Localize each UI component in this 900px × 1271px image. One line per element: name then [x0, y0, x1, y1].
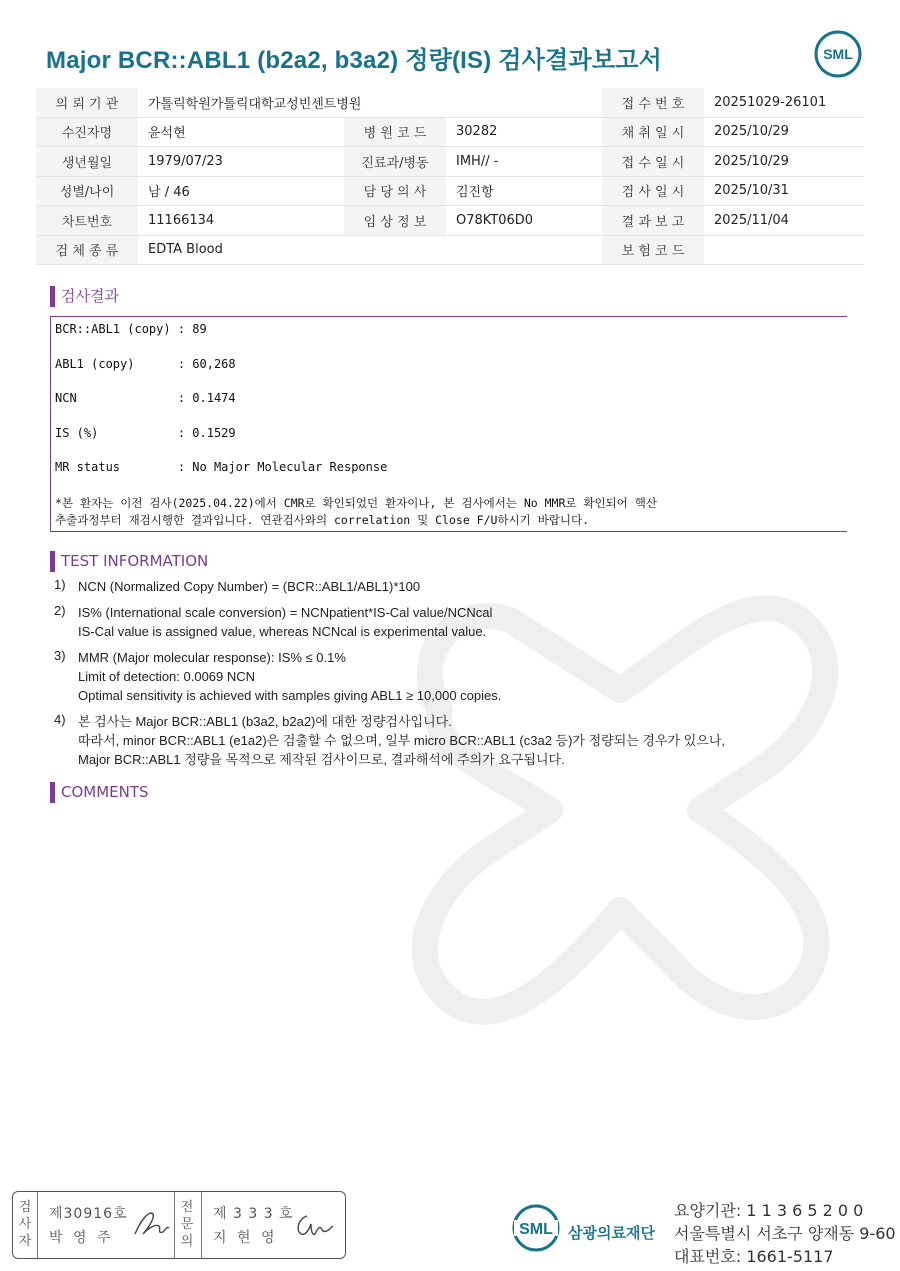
info-label: 담 당 의 사 [344, 176, 446, 206]
result-line: ABL1 (copy) : 60,268 [55, 357, 236, 371]
info-row [36, 147, 864, 177]
test-info-heading: TEST INFORMATION [50, 551, 208, 572]
specialist-license-no: 제 3 3 3 호 [213, 1206, 294, 1222]
item-number: 3) [54, 648, 66, 663]
result-line: NCN : 0.1474 [55, 391, 236, 405]
org-code: 요양기관: 1 1 3 6 5 2 0 0 [674, 1201, 864, 1220]
footer-logo-text: SML [519, 1221, 553, 1238]
info-label: 성별/나이 [36, 176, 138, 206]
specialist-name: 지 현 영 [213, 1230, 278, 1246]
info-value: 11166134 [138, 206, 344, 236]
info-label: 검 체 종 류 [36, 235, 138, 265]
info-row [36, 88, 864, 117]
examiner-license-no: 제30916호 [49, 1206, 128, 1222]
result-line: IS (%) : 0.1529 [55, 426, 236, 440]
item-line: IS% (International scale conversion) = NCNpatient*IS-Cal value/NCNcal [78, 605, 493, 620]
info-label: 채 취 일 시 [602, 117, 704, 147]
result-note: 추출과정부터 재검시행한 결과입니다. 연관검사와의 correlation 및 Close F/U하시기 바랍니다. [55, 513, 590, 527]
info-value: 남 / 46 [138, 176, 344, 206]
signature-box [12, 1191, 346, 1259]
item-line: Major BCR::ABL1 정량을 목적으로 제작된 검사이므로, 결과해석에 주의가 요구됩니다. [78, 752, 565, 767]
info-row [36, 176, 864, 206]
results-box [50, 316, 847, 532]
info-label: 접 수 번 호 [602, 88, 704, 117]
info-label: 접 수 일 시 [602, 147, 704, 177]
info-value: 2025/10/29 [704, 147, 864, 177]
info-label: 임 상 정 보 [344, 206, 446, 236]
item-line: NCN (Normalized Copy Number) = (BCR::ABL1/ABL1)*100 [78, 579, 421, 594]
item-line: 따라서, minor BCR::ABL1 (e1a2)은 검출할 수 없으며, 일부 micro BCR::ABL1 (c3a2 등)가 정량되는 경우가 있으나, [78, 733, 726, 748]
item-number: 2) [54, 603, 66, 618]
info-label: 병 원 코 드 [344, 117, 446, 147]
info-row [36, 206, 864, 236]
info-value: O78KT06D0 [446, 206, 602, 236]
report-title: Major BCR::ABL1 (b2a2, b3a2) 정량(IS) 검사결과보고서 [46, 47, 662, 74]
info-value: 2025/10/31 [704, 176, 864, 206]
info-value: 윤석현 [138, 117, 344, 147]
sml-footer-logo [510, 1202, 562, 1254]
examiner-name: 박 영 주 [49, 1230, 114, 1246]
info-value: 2025/10/29 [704, 117, 864, 147]
item-line: MMR (Major molecular response): IS% ≤ 0.1% [78, 650, 346, 665]
info-row [36, 117, 864, 147]
info-value: 20251029-26101 [704, 88, 864, 117]
info-value: 가톨릭학원가톨릭대학교성빈센트병원 [138, 88, 602, 117]
org-phone: 대표번호: 1661-5117 [674, 1247, 834, 1266]
item-line: Optimal sensitivity is achieved with samples giving ABL1 ≥ 10,000 copies. [78, 688, 502, 703]
info-label: 진료과/병동 [344, 147, 446, 177]
examiner-signature [131, 1206, 171, 1242]
comments-heading: COMMENTS [50, 782, 149, 803]
specialist-vertical-label: 전문의 [180, 1200, 194, 1249]
patient-info-table [36, 88, 864, 265]
info-value [704, 235, 864, 265]
info-value: IMH// - [446, 147, 602, 177]
info-label: 차트번호 [36, 206, 138, 236]
results-heading: 검사결과 [50, 286, 119, 307]
result-line: MR status : No Major Molecular Response [55, 460, 388, 474]
info-label: 의 뢰 기 관 [36, 88, 138, 117]
result-note: *본 환자는 이전 검사(2025.04.22)에서 CMR로 확인되었던 환자이나, 본 검사에서는 No MMR로 확인되어 핵산 [55, 496, 657, 510]
item-line: Limit of detection: 0.0069 NCN [78, 669, 256, 684]
specialist-signature [293, 1208, 337, 1242]
info-label: 결 과 보 고 [602, 206, 704, 236]
info-row [36, 235, 864, 265]
info-label: 수진자명 [36, 117, 138, 147]
result-line: BCR::ABL1 (copy) : 89 [55, 322, 207, 336]
info-value: 1979/07/23 [138, 147, 344, 177]
item-number: 1) [54, 577, 66, 592]
info-value: 2025/11/04 [704, 206, 864, 236]
info-value: 30282 [446, 117, 602, 147]
org-address: 서울특별시 서초구 양재동 9-60 [674, 1224, 896, 1243]
examiner-vertical-label: 검사자 [18, 1200, 32, 1249]
item-line: IS-Cal value is assigned value, whereas NCNcal is experimental value. [78, 624, 487, 639]
logo-text: SML [823, 46, 853, 62]
info-value: 김진항 [446, 176, 602, 206]
info-value: EDTA Blood [138, 235, 602, 265]
info-label: 검 사 일 시 [602, 176, 704, 206]
item-line: 본 검사는 Major BCR::ABL1 (b3a2, b2a2)에 대한 정량검사입니다. [78, 714, 452, 729]
sml-logo [812, 28, 864, 80]
info-label: 생년월일 [36, 147, 138, 177]
org-name: 삼광의료재단 [568, 1224, 655, 1242]
info-label: 보 험 코 드 [602, 235, 704, 265]
item-number: 4) [54, 712, 66, 727]
